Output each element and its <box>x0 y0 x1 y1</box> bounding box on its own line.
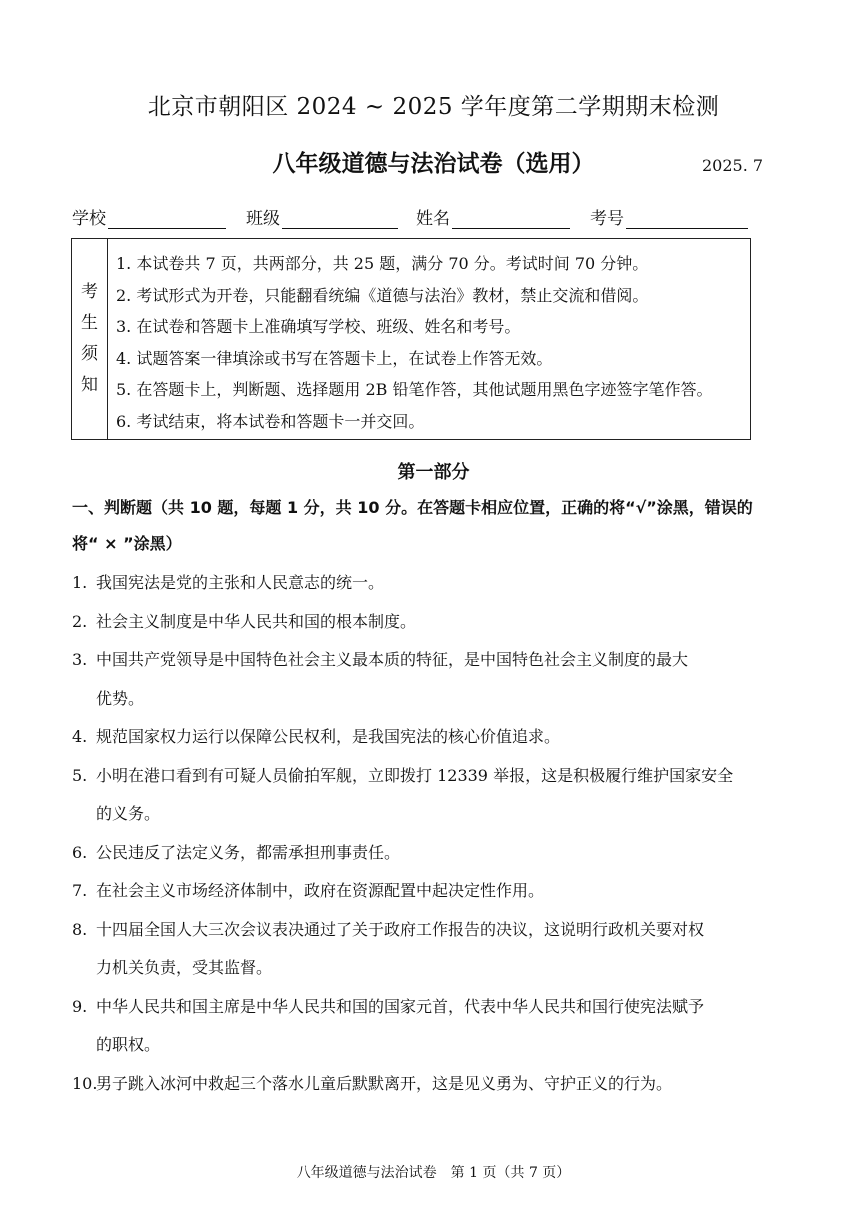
question-line: 社会主义制度是中华人民共和国的根本制度。 <box>96 611 417 631</box>
question-item <box>72 1065 756 1104</box>
question-number: 9. <box>72 996 88 1016</box>
question-text <box>72 834 756 873</box>
school-blank[interactable] <box>108 208 226 229</box>
exam-notice-box <box>71 238 751 440</box>
page-footer: 八年级道德与法治试卷 第 1 页（共 7 页） <box>296 1165 571 1181</box>
question-item <box>72 641 756 718</box>
notice-heading-char: 考 <box>81 282 98 302</box>
question-number: 5. <box>72 765 88 785</box>
question-number: 1. <box>72 573 88 592</box>
notice-item: 3. 在试卷和答题卡上准确填写学校、班级、姓名和考号。 <box>116 317 521 336</box>
name-blank[interactable] <box>452 208 570 229</box>
section-title: 第一部分 <box>397 462 470 483</box>
question-line: 力机关负责，受其监督。 <box>96 958 273 977</box>
notice-item: 4. 试题答案一律填涂或书写在答题卡上，在试卷上作答无效。 <box>116 348 553 368</box>
name-field[interactable] <box>416 204 570 229</box>
notice-item: 1. 本试卷共 7 页，共两部分，共 25 题，满分 70 分。考试时间 70 分钟。 <box>116 254 649 273</box>
exam-date: 2025. 7 <box>702 156 764 175</box>
question-text <box>72 872 756 911</box>
question-item <box>72 988 756 1065</box>
question-item <box>72 603 756 642</box>
class-field[interactable] <box>246 204 398 229</box>
question-line: 优势。 <box>96 688 145 708</box>
question-number: 3. <box>72 650 88 669</box>
student-info-row <box>72 204 752 230</box>
question-line: 的职权。 <box>96 1035 161 1054</box>
question-item <box>72 872 756 911</box>
question-number: 10. <box>72 1073 98 1093</box>
question-number: 2. <box>72 611 88 631</box>
question-text <box>72 564 756 603</box>
question-line: 的义务。 <box>96 804 161 823</box>
question-text <box>72 641 756 718</box>
school-label: 学校 <box>72 209 106 229</box>
question-item <box>72 718 756 757</box>
question-line: 我国宪法是党的主张和人民意志的统一。 <box>96 573 385 592</box>
question-item <box>72 757 756 834</box>
question-line: 男子跳入冰河中救起三个落水儿童后默默离开，这是见义勇为、守护正义的行为。 <box>96 1073 673 1093</box>
question-text <box>72 988 756 1065</box>
page-subtitle: 八年级道德与法治试卷（选用） <box>272 151 595 177</box>
exam-number-field[interactable] <box>590 204 748 229</box>
notice-item: 5. 在答题卡上，判断题、选择题用 2B 铅笔作答，其他试题用黑色字迹签字笔作答。 <box>116 380 713 399</box>
exam-number-label: 考号 <box>590 209 624 229</box>
exam-number-blank[interactable] <box>626 208 748 229</box>
question-number: 8. <box>72 919 88 939</box>
class-blank[interactable] <box>282 208 398 229</box>
question-line: 公民违反了法定义务，都需承担刑事责任。 <box>96 842 401 862</box>
question-text <box>72 718 756 757</box>
section-instructions: 一、判断题（共 10 题，每题 1 分，共 10 分。在答题卡相应位置，正确的将“√”涂黑，错误的将“ × ”涂黑） <box>72 498 753 553</box>
notice-list <box>116 248 742 437</box>
question-number: 7. <box>72 881 88 900</box>
notice-item: 2. 考试形式为开卷，只能翻看统编《道德与法治》教材，禁止交流和借阅。 <box>116 285 649 305</box>
notice-item: 6. 考试结束，将本试卷和答题卡一并交回。 <box>116 411 425 431</box>
question-item <box>72 834 756 873</box>
question-text <box>72 603 756 642</box>
page-title: 北京市朝阳区 2024 ~ 2025 学年度第二学期期末检测 <box>147 94 720 120</box>
question-line: 在社会主义市场经济体制中，政府在资源配置中起决定性作用。 <box>96 881 545 900</box>
question-line: 规范国家权力运行以保障公民权利，是我国宪法的核心价值追求。 <box>96 727 561 746</box>
notice-heading-char: 知 <box>81 375 98 395</box>
question-item <box>72 564 756 603</box>
question-text <box>72 1065 756 1104</box>
question-list <box>72 564 756 1103</box>
question-text <box>72 757 756 834</box>
class-label: 班级 <box>246 209 280 229</box>
question-line: 十四届全国人大三次会议表决通过了关于政府工作报告的决议，这说明行政机关要对权 <box>96 919 705 939</box>
notice-heading <box>72 239 108 439</box>
question-text <box>72 911 756 988</box>
question-line: 小明在港口看到有可疑人员偷拍军舰，立即拨打 12339 举报，这是积极履行维护国家安全 <box>96 765 734 785</box>
notice-heading-char: 生 <box>81 313 98 333</box>
question-line: 中国共产党领导是中国特色社会主义最本质的特征，是中国特色社会主义制度的最大 <box>96 650 689 669</box>
question-number: 6. <box>72 842 88 862</box>
question-line: 中华人民共和国主席是中华人民共和国的国家元首，代表中华人民共和国行使宪法赋予 <box>96 996 705 1016</box>
question-number: 4. <box>72 727 88 746</box>
name-label: 姓名 <box>416 209 450 229</box>
school-field[interactable] <box>72 204 226 229</box>
notice-heading-char: 须 <box>81 344 98 364</box>
question-item <box>72 911 756 988</box>
